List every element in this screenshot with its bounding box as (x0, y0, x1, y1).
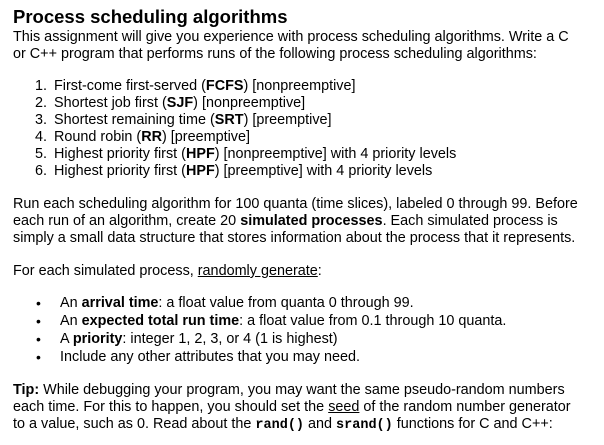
randomly-generate-text: randomly generate (197, 263, 318, 279)
bullet-icon: • (36, 331, 41, 347)
rand-function: rand() (255, 418, 305, 433)
intro-paragraph (13, 29, 599, 63)
attribute-list (13, 295, 599, 367)
list-item (13, 129, 599, 146)
generate-paragraph: For each simulated process, randomly generate: (13, 263, 322, 279)
run-paragraph (13, 196, 599, 247)
tip-label: Tip: (13, 382, 40, 398)
list-item-text: Include any other attributes that you may need. (60, 349, 360, 365)
list-item (13, 146, 599, 163)
list-item (13, 78, 599, 95)
list-number: 1. (34, 78, 47, 94)
run-line-3: simply a small data structure that stores information about the process that it represents. (13, 230, 576, 246)
bullet-icon: • (36, 295, 41, 311)
list-item (13, 95, 599, 112)
tip-paragraph (13, 382, 599, 434)
seed-link[interactable]: seed (328, 399, 360, 415)
tip-line-2: each time. For this to happen, you should set the seed of the random number generator (13, 399, 571, 415)
intro-line-1: This assignment will give you experience with process scheduling algorithms. Write a C (13, 29, 569, 45)
list-item-text: Highest priority first (HPF) [nonpreemptive] with 4 priority levels (54, 146, 457, 162)
list-item-text: An expected total run time: a float value from 0.1 through 10 quanta. (60, 313, 507, 329)
bullet-icon: • (36, 349, 41, 365)
run-line-2: each run of an algorithm, create 20 simulated processes. Each simulated process is (13, 213, 558, 229)
tip-line-3: to a value, such as 0. Read about the rand() and srand() functions for C and C++: (13, 416, 553, 433)
list-item (13, 331, 599, 349)
list-item (13, 112, 599, 129)
list-item (13, 313, 599, 331)
bullet-icon: • (36, 313, 41, 329)
list-item-text: Shortest job first (SJF) [nonpreemptive] (54, 95, 306, 111)
run-line-1: Run each scheduling algorithm for 100 quanta (time slices), labeled 0 through 99. Before (13, 196, 578, 212)
algorithm-list (13, 78, 599, 180)
list-item (13, 295, 599, 313)
list-item-text: Highest priority first (HPF) [preemptive] with 4 priority levels (54, 163, 433, 179)
list-item (13, 349, 599, 367)
list-item-text: First-come first-served (FCFS) [nonpreemptive] (54, 78, 356, 94)
list-number: 6. (34, 163, 47, 179)
intro-line-2: or C++ program that performs runs of the following process scheduling algorithms: (13, 46, 537, 62)
srand-function: srand() (336, 418, 393, 433)
list-item-text: A priority: integer 1, 2, 3, or 4 (1 is highest) (60, 331, 338, 347)
page-title: Process scheduling algorithms (13, 6, 288, 27)
list-number: 5. (34, 146, 47, 162)
tip-line-1: Tip: While debugging your program, you may want the same pseudo-random numbers (13, 382, 565, 398)
list-item-text: Round robin (RR) [preemptive] (54, 129, 250, 145)
list-item (13, 163, 599, 180)
list-number: 2. (34, 95, 47, 111)
list-number: 4. (34, 129, 47, 145)
list-number: 3. (34, 112, 47, 128)
list-item-text: Shortest remaining time (SRT) [preemptive] (54, 112, 332, 128)
list-item-text: An arrival time: a float value from quanta 0 through 99. (60, 295, 414, 311)
